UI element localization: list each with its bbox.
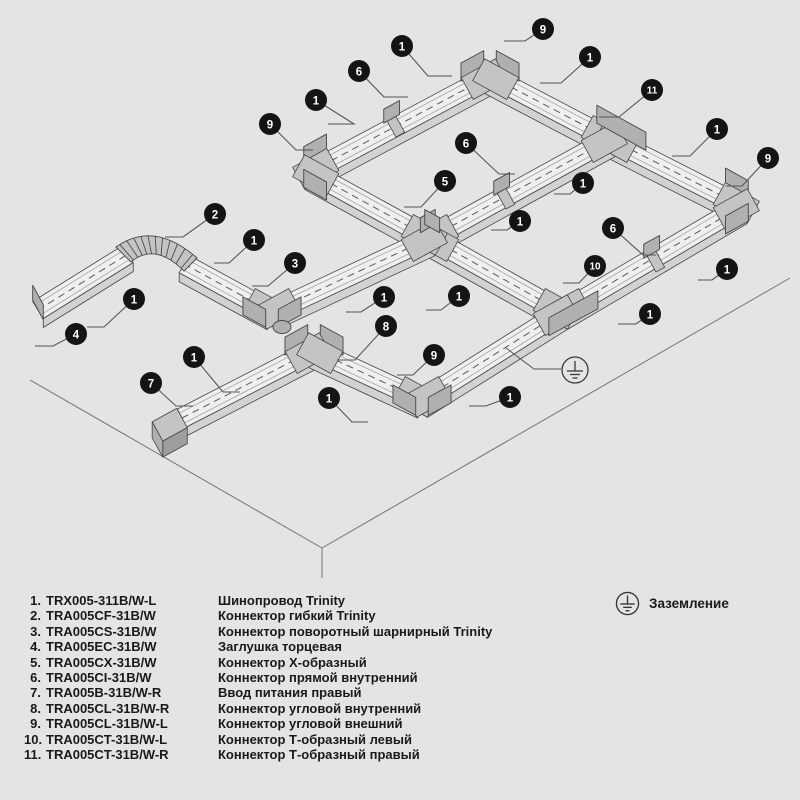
callout-badge-number: 1 bbox=[506, 392, 514, 405]
legend-item-number: 2. bbox=[30, 608, 41, 624]
callout-badge-number: 1 bbox=[713, 124, 721, 137]
legend-item-description: Коннектор Х-образный bbox=[218, 654, 367, 670]
legend-item-number: 9. bbox=[30, 716, 41, 732]
legend-row bbox=[24, 747, 492, 762]
legend-row bbox=[24, 685, 492, 700]
legend-item-number: 1. bbox=[30, 593, 41, 608]
swivel-disc bbox=[273, 321, 291, 334]
legend-item-number: 8. bbox=[30, 700, 41, 716]
callout-badge-number: 9 bbox=[539, 24, 547, 37]
callout-badge-number: 2 bbox=[211, 209, 219, 222]
legend-item-code: TRA005CL-31B/W-L bbox=[46, 716, 168, 732]
callout-badge-number: 1 bbox=[586, 52, 594, 65]
callout-badge-number: 1 bbox=[250, 235, 258, 248]
legend-item-code: TRA005CF-31B/W bbox=[46, 608, 156, 624]
legend-item-description: Заглушка торцевая bbox=[218, 639, 342, 655]
legend-item-code: TRA005CX-31B/W bbox=[46, 654, 157, 670]
legend-item-code: TRA005EC-31B/W bbox=[46, 639, 157, 655]
parts-legend bbox=[24, 593, 492, 762]
legend-item-number: 11. bbox=[24, 747, 42, 763]
legend-row bbox=[24, 732, 492, 747]
callout-badge-number: 9 bbox=[764, 153, 772, 166]
legend-item-code: TRA005CL-31B/W-R bbox=[46, 700, 170, 716]
legend-item-description: Коннектор Т-образный левый bbox=[218, 731, 412, 747]
callout-badge-number: 1 bbox=[190, 352, 198, 365]
legend-item-description: Коннектор Т-образный правый bbox=[218, 747, 420, 763]
legend-row bbox=[24, 608, 492, 623]
legend-item-code: TRA005CI-31B/W bbox=[46, 670, 152, 686]
legend-item-number: 10. bbox=[24, 731, 43, 747]
callout-badge-number: 1 bbox=[398, 41, 406, 54]
callout-badge-number: 7 bbox=[147, 378, 155, 391]
legend-item-code: TRA005CS-31B/W bbox=[46, 623, 157, 639]
legend-item-description: Коннектор угловой внешний bbox=[218, 716, 403, 732]
callout-badge-number: 1 bbox=[646, 309, 654, 322]
callout-badge-number: 6 bbox=[609, 223, 617, 236]
legend-row bbox=[24, 655, 492, 670]
legend-item-description: Коннектор поворотный шарнирный Trinity bbox=[218, 623, 493, 639]
legend-item-code: TRA005CT-31B/W-L bbox=[46, 731, 168, 747]
legend-item-description: Коннектор гибкий Trinity bbox=[218, 608, 376, 624]
floor-edge bbox=[30, 380, 322, 548]
callout-badge-number: 1 bbox=[516, 216, 524, 229]
end-cap bbox=[33, 285, 44, 319]
ground-legend bbox=[615, 590, 729, 617]
legend-item-description: Ввод питания правый bbox=[218, 685, 362, 701]
legend-item-description: Шинопровод Trinity bbox=[218, 593, 346, 608]
ground-icon bbox=[615, 591, 640, 616]
legend-row bbox=[24, 593, 492, 608]
callout-badge-number: 9 bbox=[430, 350, 438, 363]
legend-item-number: 4. bbox=[30, 639, 41, 655]
legend-item-code: TRX005-311B/W-L bbox=[46, 593, 157, 608]
legend-item-code: TRA005B-31B/W-R bbox=[46, 685, 162, 701]
callout-badge-number: 9 bbox=[266, 119, 274, 132]
callout-badge-number: 1 bbox=[723, 264, 731, 277]
callout-badge-number: 1 bbox=[312, 95, 320, 108]
legend-row bbox=[24, 701, 492, 716]
callout-badge-number: 6 bbox=[462, 138, 470, 151]
ground-label: Заземление bbox=[649, 596, 729, 611]
legend-item-number: 5. bbox=[30, 654, 41, 670]
legend-item-number: 7. bbox=[30, 685, 41, 701]
legend-item-code: TRA005CT-31B/W-R bbox=[46, 747, 169, 763]
callout-badge-number: 11 bbox=[646, 85, 658, 97]
legend-row bbox=[24, 670, 492, 685]
track-rail bbox=[41, 259, 131, 315]
legend-item-number: 6. bbox=[30, 670, 41, 686]
legend-row bbox=[24, 639, 492, 654]
legend-row bbox=[24, 624, 492, 639]
callout-badge-number: 1 bbox=[130, 294, 138, 307]
callout-badge-number: 1 bbox=[380, 292, 388, 305]
legend-item-number: 3. bbox=[30, 623, 41, 639]
callout-badge-number: 1 bbox=[325, 393, 333, 406]
callout-badge-number: 1 bbox=[579, 178, 587, 191]
callout-badge-number: 10 bbox=[589, 261, 601, 273]
track-run-side bbox=[435, 148, 615, 256]
legend-row bbox=[24, 716, 492, 731]
legend-item-description: Коннектор прямой внутренний bbox=[218, 670, 418, 686]
legend-item-description: Коннектор угловой внутренний bbox=[218, 700, 422, 716]
callout-badge-number: 1 bbox=[455, 291, 463, 304]
callout-badge-number: 8 bbox=[382, 321, 390, 334]
callout-badge-number: 3 bbox=[291, 258, 299, 271]
callout-badge-number: 4 bbox=[72, 329, 80, 342]
callout-badge-number: 5 bbox=[441, 176, 449, 189]
callout-badge-number: 6 bbox=[355, 66, 363, 79]
